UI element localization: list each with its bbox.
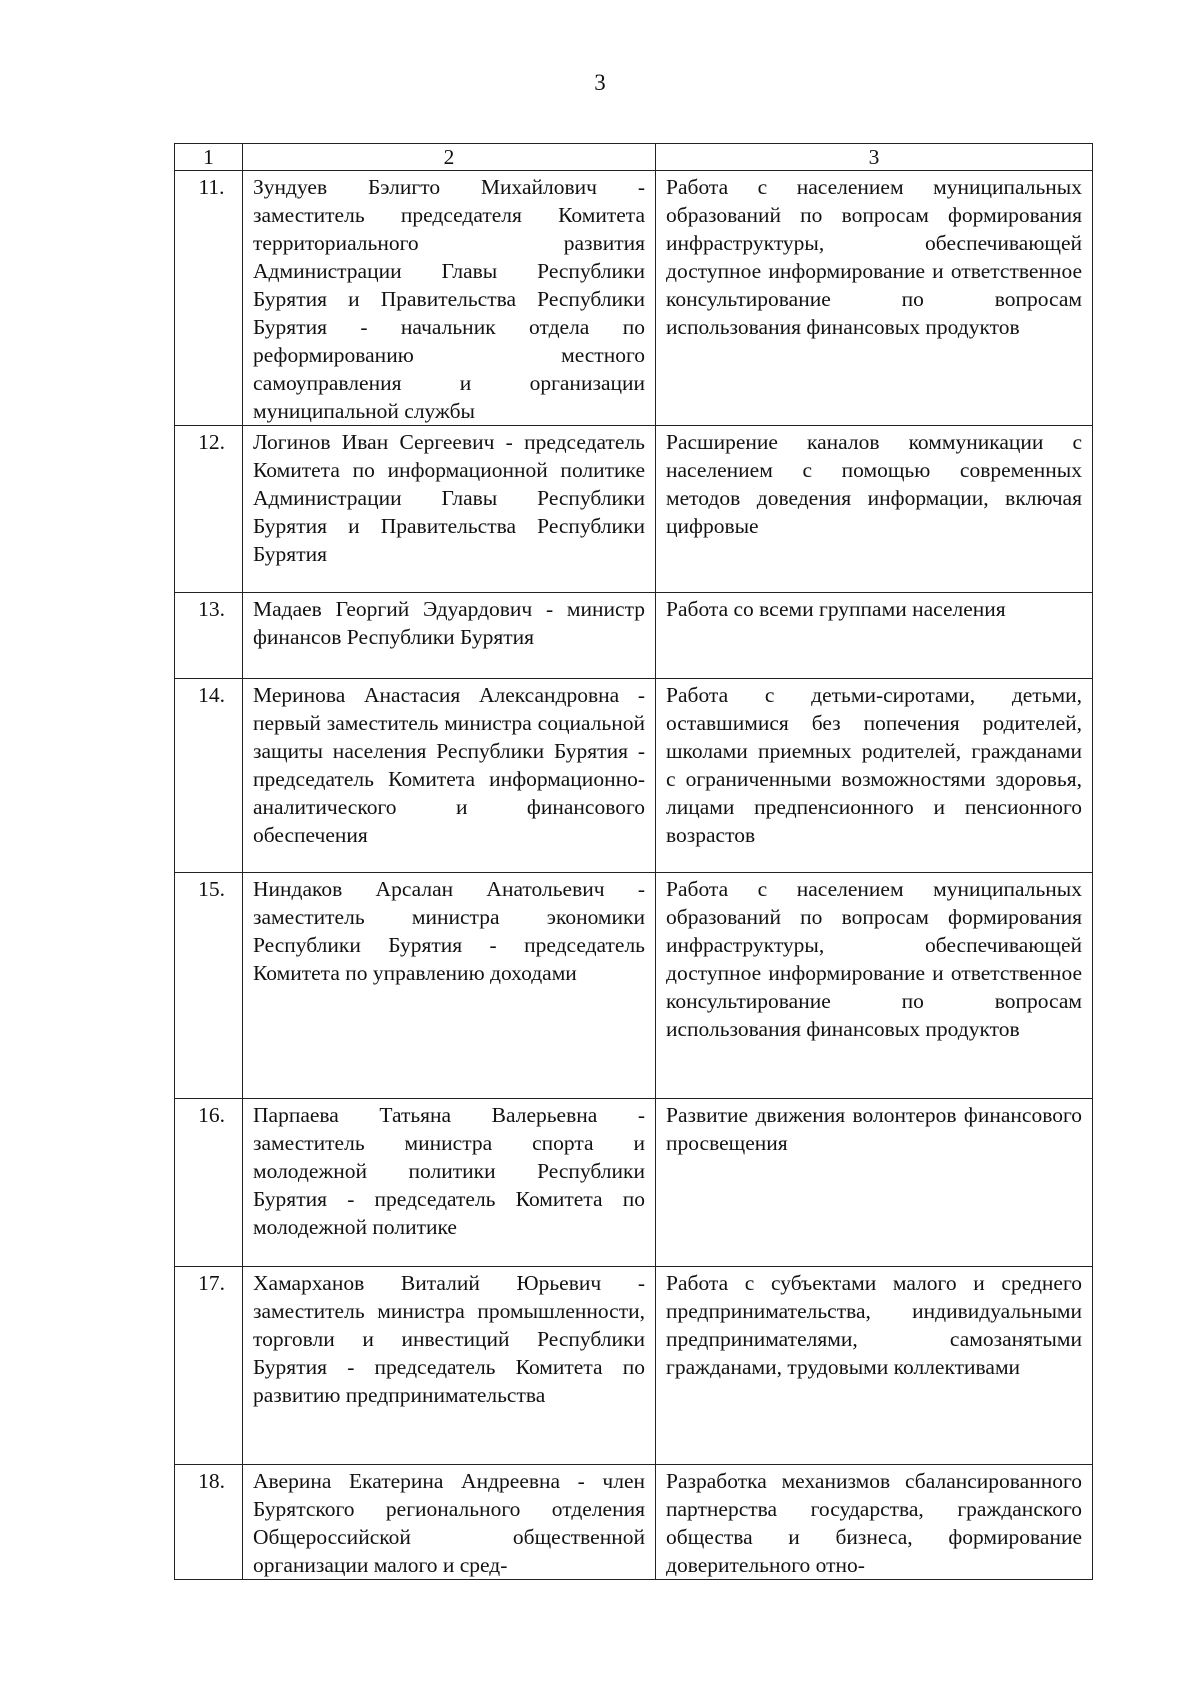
member-description: Зундуев Бэлигто Михайлович - заместитель председателя Комитета территориального развития Администрации Главы Республики Бурятия и Правительства Республики Бурятия - начальник отдела по реформированию местного самоуправления и организации муниципальной службы — [243, 171, 656, 426]
column-header-duty: 3 — [656, 144, 1093, 171]
member-description: Парпаева Татьяна Валерьевна - заместитель министра спорта и молодежной политики Республики Бурятия - председатель Комитета по молодежной политике — [243, 1099, 656, 1267]
table-row — [175, 171, 1093, 426]
page-number: 3 — [594, 70, 606, 95]
table-row — [175, 593, 1093, 679]
member-description: Меринова Анастасия Александровна - первый заместитель министра социальной защиты населения Республики Бурятия - председатель Комитета информационно-аналитического и финансового обеспечения — [243, 679, 656, 873]
table-row — [175, 1099, 1093, 1267]
table-header-row — [175, 144, 1093, 171]
member-description: Ниндаков Арсалан Анатольевич - заместитель министра экономики Республики Бурятия - председатель Комитета по управлению доходами — [243, 873, 656, 1099]
duty-description: Работа со всеми группами населения — [656, 593, 1093, 679]
members-table — [174, 143, 1093, 1580]
member-description: Аверина Екатерина Андреевна - член Бурятского регионального отделения Общероссийской общественной организации малого и сред- — [243, 1465, 656, 1580]
table-row — [175, 873, 1093, 1099]
row-number: 13. — [175, 593, 243, 679]
duty-description: Работа с субъектами малого и среднего предпринимательства, индивидуальными предпринимателями, самозанятыми гражданами, трудовыми коллективами — [656, 1267, 1093, 1465]
duty-description: Расширение каналов коммуникации с населением с помощью современных методов доведения информации, включая цифровые — [656, 426, 1093, 593]
member-description: Мадаев Георгий Эдуардович - министр финансов Республики Бурятия — [243, 593, 656, 679]
row-number: 15. — [175, 873, 243, 1099]
table-row — [175, 679, 1093, 873]
member-description: Хамарханов Виталий Юрьевич - заместитель министра промышленности, торговли и инвестиций Республики Бурятия - председатель Комитета по развитию предпринимательства — [243, 1267, 656, 1465]
member-description: Логинов Иван Сергеевич - председатель Комитета по информационной политике Администрации Главы Республики Бурятия и Правительства Республики Бурятия — [243, 426, 656, 593]
row-number: 17. — [175, 1267, 243, 1465]
row-number: 14. — [175, 679, 243, 873]
duty-description: Работа с населением муниципальных образований по вопросам формирования инфраструктуры, обеспечивающей доступное информирование и ответственное консультирование по вопросам использования финансовых продуктов — [656, 873, 1093, 1099]
table-row — [175, 426, 1093, 593]
table-row — [175, 1465, 1093, 1580]
duty-description: Работа с детьми-сиротами, детьми, оставшимися без попечения родителей, школами приемных родителей, гражданами с ограниченными возможностями здоровья, лицами предпенсионного и пенсионного возрастов — [656, 679, 1093, 873]
duty-description: Разработка механизмов сбалансированного партнерства государства, гражданского общества и бизнеса, формирование доверительного отно- — [656, 1465, 1093, 1580]
column-header-number: 1 — [175, 144, 243, 171]
row-number: 16. — [175, 1099, 243, 1267]
row-number: 12. — [175, 426, 243, 593]
table-row — [175, 1267, 1093, 1465]
row-number: 18. — [175, 1465, 243, 1580]
duty-description: Работа с населением муниципальных образований по вопросам формирования инфраструктуры, обеспечивающей доступное информирование и ответственное консультирование по вопросам использования финансовых продуктов — [656, 171, 1093, 426]
row-number: 11. — [175, 171, 243, 426]
column-header-person: 2 — [243, 144, 656, 171]
duty-description: Развитие движения волонтеров финансового просвещения — [656, 1099, 1093, 1267]
